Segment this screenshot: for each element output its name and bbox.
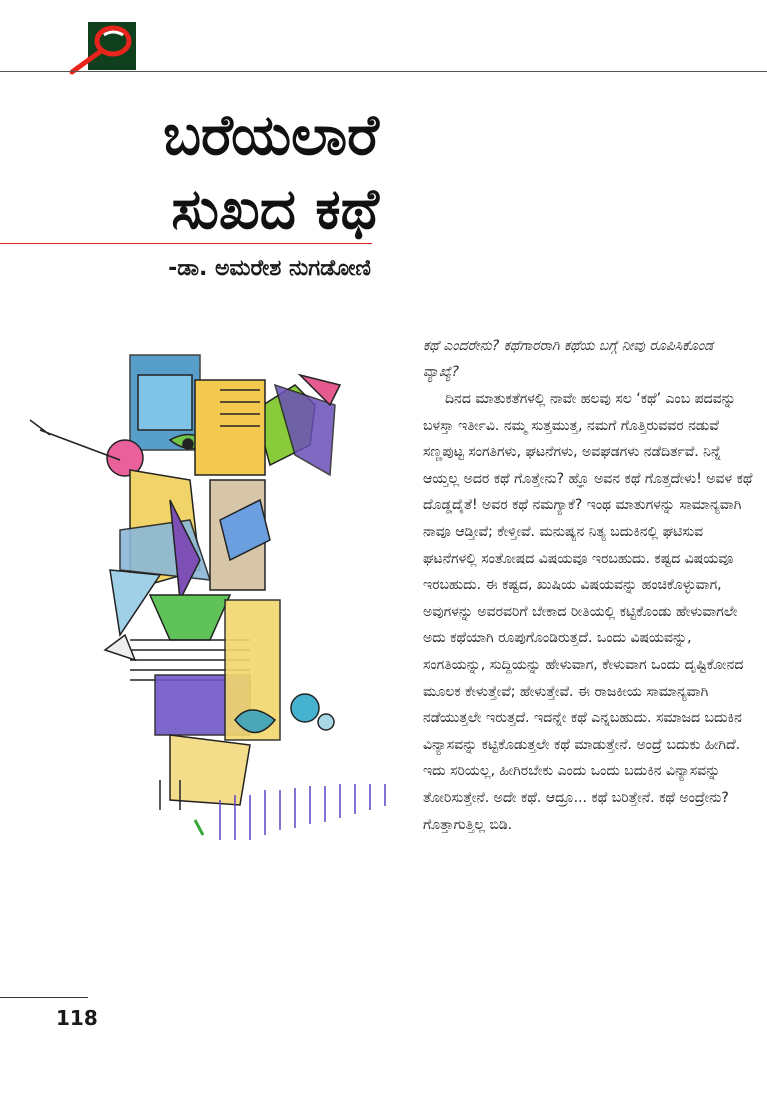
magnifier-logo-icon [68, 22, 138, 76]
footer-rule [0, 997, 88, 998]
article-title-line-2: ಸುಖದ ಕಥೆ [171, 177, 379, 242]
header-rule [0, 71, 767, 72]
answer-paragraph: ದಿನದ ಮಾತುಕತೆಗಳಲ್ಲಿ ನಾವೇ ಹಲವು ಸಲ ‘ಕಥೆ’ ಎಂಬ ಪದವನ್ನು ಬಳಸ್ತಾ ಇರ್ತೀವಿ. ನಮ್ಮ ಸುತ್ತಮುತ್ತ, ನಮಗೆ ಗೊತ್ತಿರುವವರ ನಡುವೆ ಸಣ್ಣಪುಟ್ಟ ಸಂಗತಿಗಳು, ಘಟನೆಗಳು, ಅವಘಡಗಳು ನಡೆದಿರ್ತವೆ. ನಿನ್ನೆ ಆಯ್ತಲ್ಲ ಅದರ ಕಥೆ ಗೊತ್ತೇನು? ಹ್ಞೊ ಅವನ ಕಥೆ ಗೊತ್ತದೇಳು! ಅವಳ ಕಥೆ ದೊಡ್ಡದೈತೆ! ಅವರ ಕಥೆ ನಮಗ್ಯಾಕೆ? ಇಂಥ ಮಾತುಗಳನ್ನು ಸಾಮಾನ್ಯವಾಗಿ ನಾವೂ ಆಡ್ತೀವೆ; ಕೇಳ್ತೀವೆ. ಮನುಷ್ಯನ ನಿತ್ಯ ಬದುಕಿನಲ್ಲಿ ಘಟಿಸುವ ಘಟನೆಗಳಲ್ಲಿ ಸಂತೋಷದ ವಿಷಯವೂ ಇರಬಹುದು. ಕಷ್ಟದ ವಿಷಯವೂ ಇರಬಹುದು. ಈ ಕಷ್ಟದ, ಖುಷಿಯ ವಿಷಯವನ್ನು ಹಂಚಿಕೊಳ್ಳುವಾಗ, ಅವುಗಳನ್ನು ಅವರವರಿಗೆ ಬೇಕಾದ ರೀತಿಯಲ್ಲಿ ಕಟ್ಟಿಕೊಂಡು ಹೇಳುವಾಗಲೇ ಅದು ಕಥೆಯಾಗಿ ರೂಪುಗೊಂಡಿರುತ್ತದೆ. ಒಂದು ವಿಷಯವನ್ನು, ಸಂಗತಿಯನ್ನು, ಸುದ್ದಿಯನ್ನು ಹೇಳುವಾಗ, ಕೇಳುವಾಗ ಒಂದು ದೃಷ್ಟಿಕೋನದ ಮೂಲಕ ಕೇಳುತ್ತೇವೆ; ಹೇಳುತ್ತೇವೆ. ಈ ರಾಜಕೀಯ ಸಾಮಾನ್ಯವಾಗಿ ನಡೆಯುತ್ತಲೇ ಇರುತ್ತದೆ. ಇದನ್ನೇ ಕಥೆ ಎನ್ನಬಹುದು. ಸಮಾಜದ ಬದುಕಿನ ವಿನ್ಯಾಸವನ್ನು ಕಟ್ಟಿಕೊಡುತ್ತಲೇ ಕಥೆ ಮಾಡುತ್ತೇನೆ. ಅಂದ್ರೆ ಬದುಕು ಹೀಗಿದೆ. ಇದು ಸರಿಯಲ್ಲ, ಹೀಗಿರಬೇಕು ಎಂದು ಒಂದು ಬದುಕಿನ ವಿನ್ಯಾಸವನ್ನು ತೋರಿಸುತ್ತೇನೆ. ಅದೇ ಕಥೆ. ಆದ್ರೂ... ಕಥೆ ಬರಿತ್ತೇನೆ. ಕಥೆ ಅಂದ್ರೇನು? ಗೊತ್ತಾಗುತ್ತಿಲ್ಲ ಬಿಡಿ. [423, 391, 753, 833]
abstract-figure-illustration [20, 340, 415, 850]
title-divider [0, 243, 372, 244]
article-title-line-1: ಬರೆಯಲಾರೆ [163, 103, 379, 168]
interview-question: ಕಥೆ ಎಂದರೇನು? ಕಥೆಗಾರರಾಗಿ ಕಥೆಯ ಬಗ್ಗೆ ನೀವು ರೂಪಿಸಿಕೊಂಡ ವ್ಯಾಖ್ಯೆ? [423, 338, 714, 380]
page-number: 118 [56, 1006, 98, 1030]
author-byline: -ಡಾ. ಅಮರೇಶ ನುಗಡೋಣಿ [168, 256, 371, 281]
magazine-logo [88, 22, 136, 70]
article-body [423, 386, 753, 838]
